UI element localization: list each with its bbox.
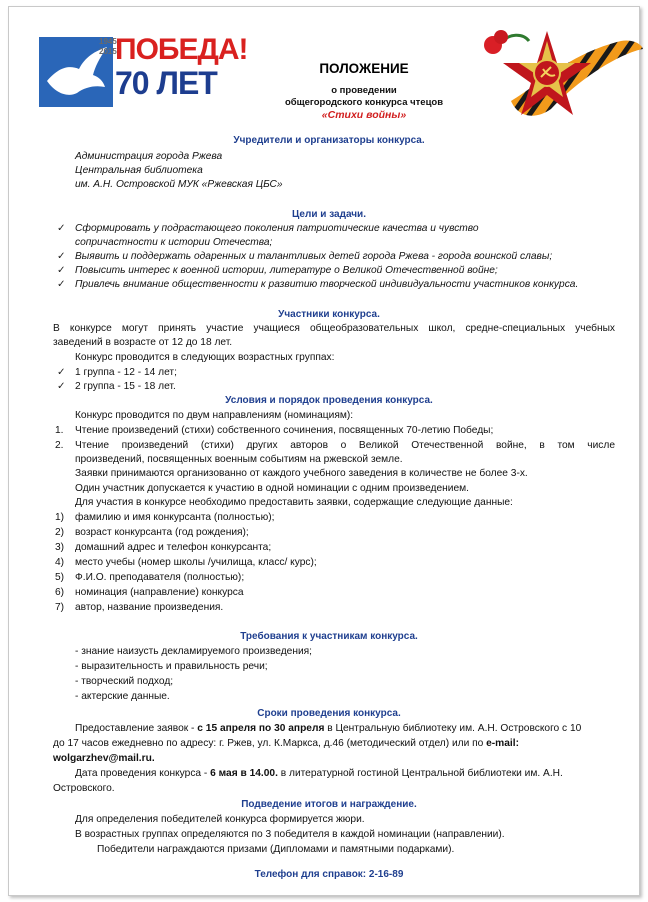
goal-item: ✓ Сформировать у подрастающего поколения патриотические качества и чувство xyxy=(75,223,479,234)
phone-info: Телефон для справок: 2-16-89 xyxy=(254,869,404,880)
victory-70-logo xyxy=(39,31,248,111)
goal-item: ✓ Выявить и поддержать одаренных и талантливых детей города Ржева - города воинской славы; xyxy=(75,251,552,262)
application-field: 4) место учебы (номер школы /училища, класс/ курс); xyxy=(55,557,317,568)
requirement-item: - творческий подход; xyxy=(75,676,174,687)
seventy-years-text: 70 ЛЕТ xyxy=(115,65,217,101)
results-text: Для определения победителей конкурса формируется жюри. xyxy=(75,814,365,825)
requirements-heading: Требования к участникам конкурса. xyxy=(240,631,418,642)
subtitle-line-2: общегородского конкурса чтецов xyxy=(284,97,444,108)
terms-heading: Сроки проведения конкурса. xyxy=(257,708,401,719)
age-group: ✓ 1 группа - 12 - 14 лет; xyxy=(75,367,177,378)
results-heading: Подведение итогов и награждение. xyxy=(241,799,417,810)
founder-line: Центральная библиотека xyxy=(75,165,203,176)
requirement-item: - актерские данные. xyxy=(75,691,170,702)
conditions-text: Для участия в конкурсе необходимо предоставить заявки, содержащие следующие данные: xyxy=(75,497,513,508)
application-field: 7) автор, название произведения. xyxy=(55,602,224,613)
nomination-item-continued: произведений, посвященных военным событиям на ржевской земле. xyxy=(75,454,403,465)
requirement-item: - знание наизусть декламируемого произведения; xyxy=(75,646,312,657)
terms-text: до 17 часов ежедневно по адресу: г. Ржев, ул. К.Маркса, д.46 (методический отдел) или по e-mail: xyxy=(53,738,519,749)
participants-text-1: В конкурсе могут принять участие учащиеся общеобразовательных школ, средне-специальных учебных xyxy=(53,323,615,334)
results-text: В возрастных группах определяются по 3 победителя в каждой номинации (направлении). xyxy=(75,829,505,840)
founder-line: Администрация города Ржева xyxy=(75,151,223,162)
conditions-intro: Конкурс проводится по двум направлениям (номинациям): xyxy=(75,410,354,421)
document-title: ПОЛОЖЕНИЕ xyxy=(319,61,409,76)
years-label: 1945 2015 xyxy=(99,37,117,56)
conditions-text: Заявки принимаются организованно от каждого учебного заведения в количестве не более 3-х. xyxy=(75,468,528,479)
nomination-item: 1. Чтение произведений (стихи) собственного сочинения, посвященных 70-летию Победы; xyxy=(55,425,494,436)
participants-heading: Участники конкурса. xyxy=(278,309,380,320)
terms-text: Дата проведения конкурса - 6 мая в 14.00. в литературной гостиной Центральной библиотеки им. А.Н. xyxy=(75,768,563,779)
terms-text: Предоставление заявок - с 15 апреля по 30 апреля в Центральную библиотеку им. А.Н. Островского с 10 xyxy=(75,723,582,734)
founder-line: им. А.Н. Островской МУК «Ржевская ЦБС» xyxy=(75,179,283,190)
contest-name: «Стихи войны» xyxy=(321,109,407,121)
results-text: Победители награждаются призами (Дипломами и памятными подарками). xyxy=(97,844,455,855)
participants-text-1b: заведений в возрасте от 12 до 18 лет. xyxy=(53,337,233,348)
founders-heading: Учредители и организаторы конкурса. xyxy=(233,135,425,146)
contact-email[interactable]: wolgarzhev@mail.ru. xyxy=(53,753,155,764)
application-field: 3) домашний адрес и телефон конкурсанта; xyxy=(55,542,272,553)
conditions-text: Один участник допускается к участию в одной номинации с одним произведением. xyxy=(75,483,469,494)
application-field: 5) Ф.И.О. преподавателя (полностью); xyxy=(55,572,245,583)
application-field: 1) фамилию и имя конкурсанта (полностью); xyxy=(55,512,275,523)
application-field: 2) возраст конкурсанта (год рождения); xyxy=(55,527,249,538)
participants-text-2: Конкурс проводится в следующих возрастных группах: xyxy=(75,352,335,363)
document-page xyxy=(8,6,640,896)
goal-item-continued: сопричастности к истории Отечества; xyxy=(75,237,273,248)
requirement-item: - выразительность и правильность речи; xyxy=(75,661,268,672)
goal-item: ✓ Привлечь внимание общественности к развитию творческой индивидуальности участников конкурса. xyxy=(75,279,578,290)
goal-item: ✓ Повысить интерес к военной истории, литературе о Великой Отечественной войне; xyxy=(75,265,498,276)
goals-heading: Цели и задачи. xyxy=(292,209,366,220)
pobeda-text: ПОБЕДА! xyxy=(115,33,248,66)
age-group: ✓ 2 группа - 15 - 18 лет. xyxy=(75,381,176,392)
subtitle-line-1: о проведении xyxy=(331,85,397,96)
application-field: 6) номинация (направление) конкурса xyxy=(55,587,244,598)
conditions-heading: Условия и порядок проведения конкурса. xyxy=(225,395,433,406)
nomination-item: 2. Чтение произведений (стихи) других авторов о Великой Отечественной войне, в том числе xyxy=(55,440,615,451)
terms-text: Островского. xyxy=(53,783,115,794)
